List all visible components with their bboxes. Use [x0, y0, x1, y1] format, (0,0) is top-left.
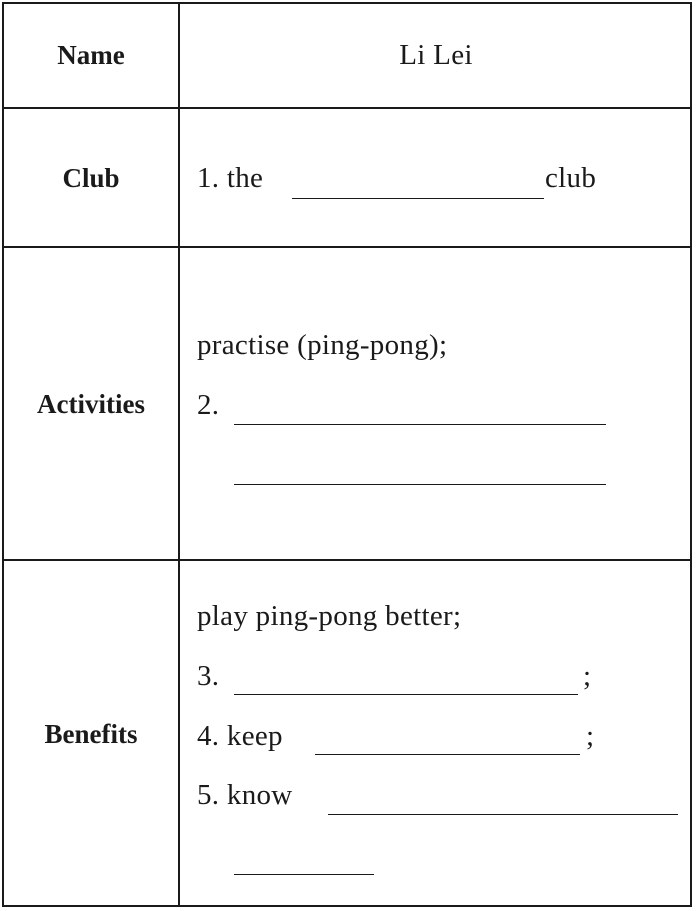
- club-prefix: 1. the: [197, 162, 264, 194]
- blank-5-continued[interactable]: [234, 874, 374, 875]
- row-label-name: Name: [57, 40, 125, 70]
- info-table: [2, 2, 692, 907]
- blank-4[interactable]: [315, 754, 580, 755]
- row-label-activities: Activities: [37, 389, 145, 419]
- activities-line-1: practise (ping-pong);: [197, 329, 448, 361]
- blank-1[interactable]: [292, 198, 544, 199]
- blank-2[interactable]: [234, 424, 606, 425]
- club-suffix: club: [545, 162, 597, 194]
- row-divider: [4, 107, 690, 109]
- row-divider: [4, 559, 690, 561]
- blank-5[interactable]: [328, 814, 678, 815]
- benefits-line-1: play ping-pong better;: [197, 600, 462, 632]
- column-divider: [178, 4, 180, 905]
- blank-2-continued[interactable]: [234, 484, 606, 485]
- item-5-text: 5. know: [197, 779, 293, 811]
- row-label-club: Club: [62, 163, 120, 193]
- item-4-text: 4. keep: [197, 720, 283, 752]
- item-4-end: ;: [586, 720, 595, 752]
- blank-3[interactable]: [234, 694, 578, 695]
- name-value: Li Lei: [399, 39, 473, 71]
- row-label-benefits: Benefits: [44, 719, 138, 749]
- row-divider: [4, 246, 690, 248]
- item-2-number: 2.: [197, 389, 220, 421]
- item-3-number: 3.: [197, 660, 220, 692]
- item-3-end: ;: [583, 660, 592, 692]
